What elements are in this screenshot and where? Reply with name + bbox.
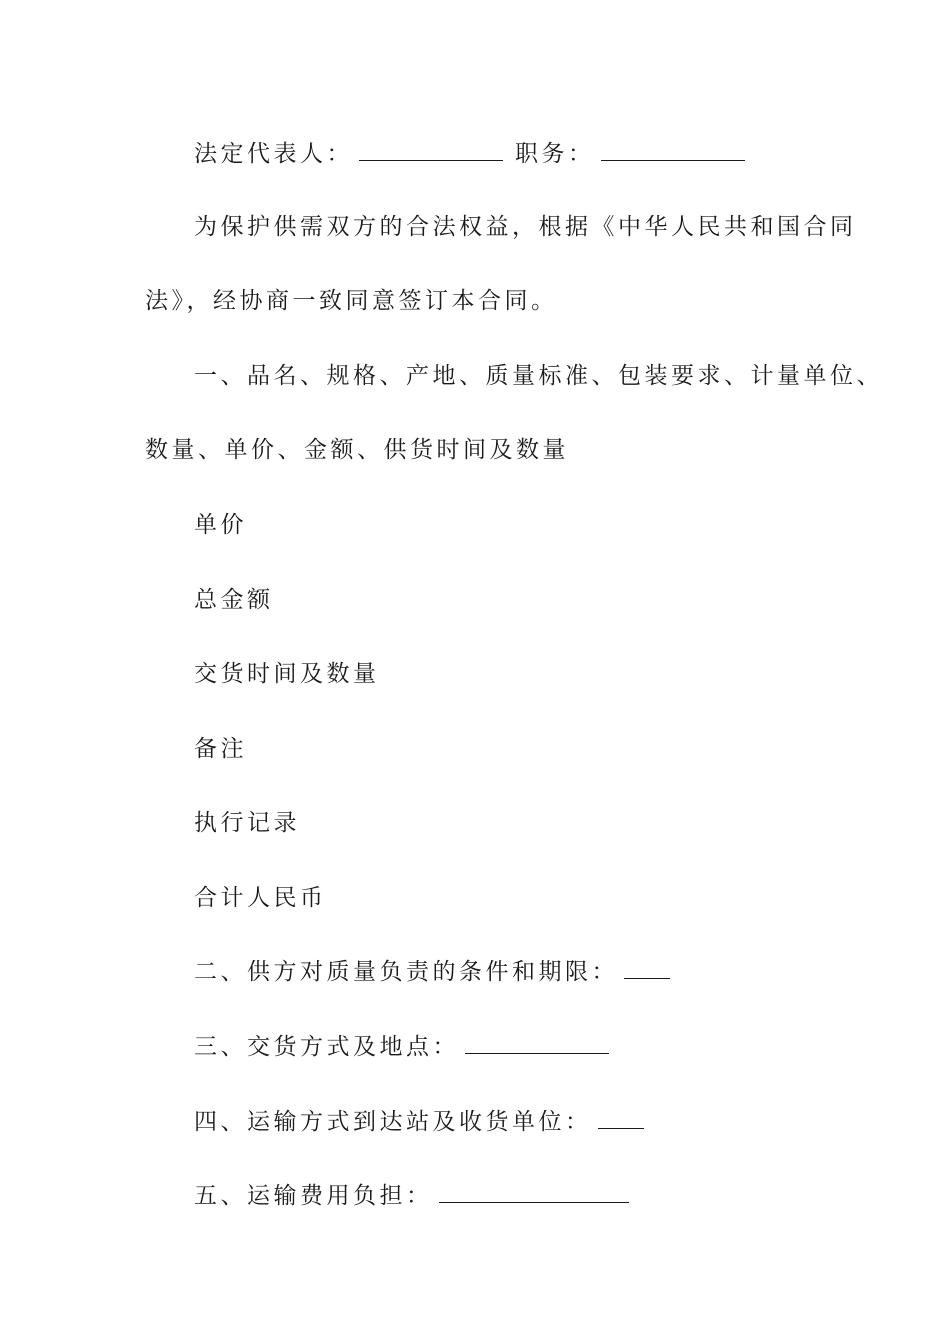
clause-2-text: 二、供方对质量负责的条件和期限： (194, 959, 618, 985)
clause-5-text: 五、运输费用负担： (194, 1183, 433, 1209)
clause-1-line-1: 一、品名、规格、产地、质量标准、包装要求、计量单位、 (194, 363, 883, 389)
legal-representative-label: 法定代表人： (194, 141, 353, 167)
field-remarks: 备注 (194, 736, 247, 762)
field-total-amount: 总金额 (194, 587, 274, 613)
clause-2-line (194, 957, 682, 987)
clause-3-text: 三、交货方式及地点： (194, 1034, 459, 1060)
field-execution-record: 执行记录 (194, 810, 300, 836)
clause-4-line (194, 1107, 656, 1137)
clause-4-text: 四、运输方式到达站及收货单位： (194, 1109, 592, 1135)
clause-2-blank (624, 958, 670, 979)
clause-4-blank (598, 1108, 644, 1129)
position-label: 职务： (515, 141, 595, 167)
field-delivery-time-quantity: 交货时间及数量 (194, 661, 380, 687)
intro-paragraph-line-2: 法》，经协商一致同意签订本合同。 (145, 288, 558, 314)
field-total-rmb: 合计人民币 (194, 885, 327, 911)
legal-representative-line (194, 139, 757, 169)
clause-1-line-2: 数量、单价、金额、供货时间及数量 (145, 437, 569, 463)
position-blank (601, 140, 745, 161)
clause-5-line (194, 1181, 641, 1211)
clause-5-blank (439, 1182, 629, 1203)
legal-representative-blank (359, 140, 503, 161)
clause-3-blank (465, 1033, 609, 1054)
intro-paragraph-line-1: 为保护供需双方的合法权益，根据《中华人民共和国合同 (194, 214, 857, 240)
field-unit-price: 单价 (194, 512, 247, 538)
clause-3-line (194, 1032, 621, 1062)
